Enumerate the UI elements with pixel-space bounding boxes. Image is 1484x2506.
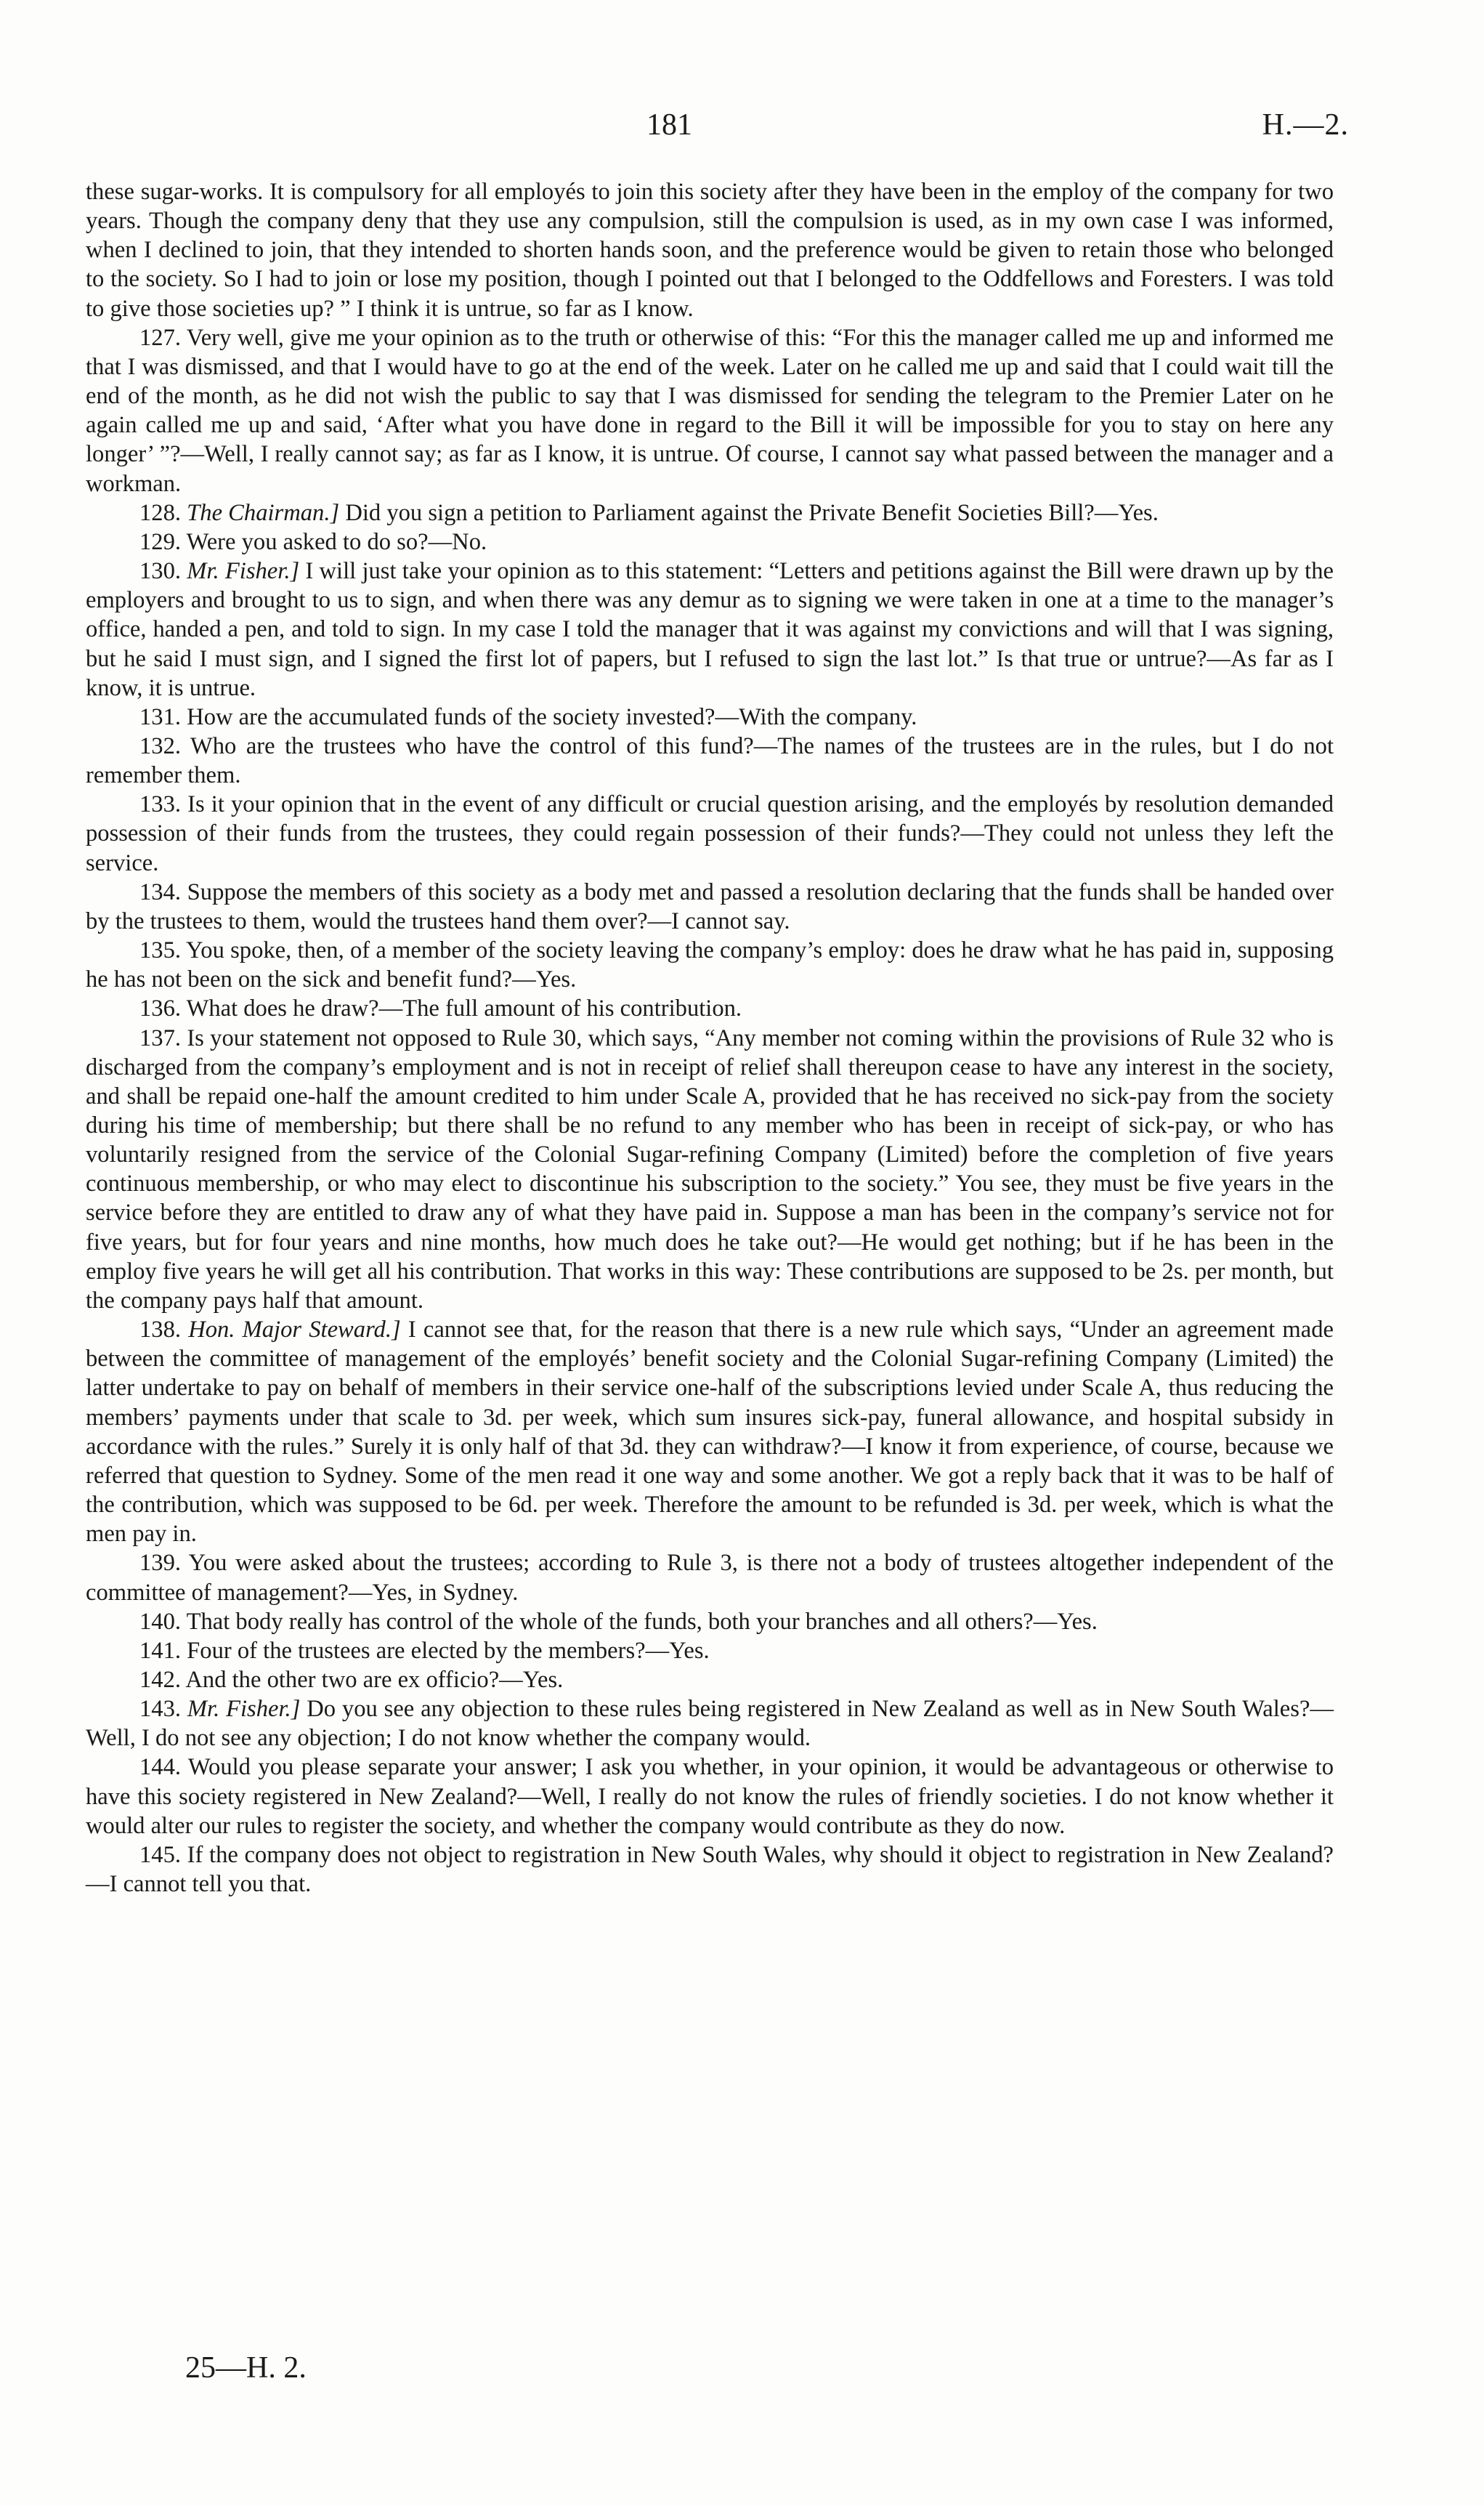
paragraph-continuation [86, 177, 1334, 323]
question-129 [86, 528, 1334, 557]
question-139 [86, 1548, 1334, 1606]
question-number: 143. [139, 1696, 182, 1723]
question-134 [86, 878, 1334, 936]
question-130 [86, 557, 1334, 703]
question-number: 145. [139, 1841, 182, 1868]
paragraph-text: And the other two are ex officio?—Yes. [185, 1666, 564, 1693]
question-136 [86, 994, 1334, 1023]
question-number: 129. [139, 528, 182, 555]
speaker-name: Hon. Major Steward.] [188, 1317, 401, 1343]
paragraph-text: Suppose the members of this society as a body met and passed a resolution declaring that the funds shall be handed over by the trustees to them, would the trustees hand them over?—I cannot say. [86, 878, 1334, 934]
question-140 [86, 1607, 1334, 1636]
paragraph-text: Very well, give me your opinion as to the truth or otherwise of this: “For this the manager called me up and informed me that I was dismissed, and that I would have to go at the end of the week. Later on he called me up and said that I could wait till the end of the month, as he did not wish the public to say that I was dismissed for sending the telegram to the Premier Later on he again called me up and said, ‘After what you have done in regard to the Bill it will be impossible for you to stay on here any longer’ ”?—Well, I really cannot say; as far as I know, it is untrue. Of course, I cannot say what passed between the manager and a workman. [86, 324, 1334, 497]
question-number: 139. [139, 1550, 182, 1577]
paragraph-text: What does he draw?—The full amount of his contribution. [186, 995, 742, 1022]
question-number: 133. [139, 791, 182, 818]
paragraph-text: Did you sign a petition to Parliament against the Private Benefit Societies Bill?—Yes. [345, 499, 1159, 526]
paragraph-text: Would you please separate your answer; I ask you whether, in your opinion, it would be advantageous or otherwise to have this society registered in New Zealand?—Well, I really do not know the rules of friendly societies. I do not know whether it would alter our rules to register the society, and whether the company would contribute as they do now. [86, 1754, 1334, 1839]
signature-reference: 25—H. 2. [185, 2351, 307, 2385]
question-132 [86, 732, 1334, 790]
question-number: 134. [139, 878, 182, 905]
paragraph-text: Who are the trustees who have the control of this fund?—The names of the trustees are in the rules, but I do not remember them. [86, 732, 1334, 789]
paragraph-text: How are the accumulated funds of the society invested?—With the company. [187, 703, 917, 730]
paragraph-text: Is your statement not opposed to Rule 30, which says, “Any member not coming within the provisions of Rule 32 who is discharged from the company’s employment and is not in receipt of relief shall thereupon cease to have any interest in the society, and shall be repaid one-half the amount credited to him under Scale A, provided that he has received no sick-pay from the society during his time of membership; but there shall be no refund to any member who has been in receipt of sick-pay, or who has voluntarily resigned from the service of the Colonial Sugar-refining Company (Limited) before the completion of five years continuous membership, or who may elect to discontinue his subscription to the society.” You see, they must be five years in the service before they are entitled to draw any of what they have paid in. Suppose a man has been in the company’s service not for five years, but for four years and nine months, how much does he take out?—He would get nothing; but if he has been in the employ five years he will get all his contribution. That works in this way: These contributions are supposed to be 2s. per month, but the company pays half that amount. [86, 1024, 1334, 1314]
paragraph-text: If the company does not object to registration in New South Wales, why should it object to registration in New Zealand?—I cannot tell you that. [86, 1841, 1334, 1898]
question-number: 142. [139, 1666, 182, 1693]
question-141 [86, 1636, 1334, 1665]
question-138 [86, 1315, 1334, 1548]
page-number: 181 [646, 108, 692, 142]
question-number: 131. [139, 703, 182, 730]
question-145 [86, 1840, 1334, 1899]
question-144 [86, 1753, 1334, 1840]
paragraph-text: Do you see any objection to these rules being registered in New Zealand as well as in New South Wales?—Well, I do not see any objection; I do not know whether the company would. [86, 1696, 1334, 1752]
page-header [0, 108, 1484, 151]
question-number: 137. [139, 1024, 182, 1051]
question-number: 144. [139, 1754, 182, 1781]
paragraph-text: You were asked about the trustees; according to Rule 3, is there not a body of trustees altogether independent of the committee of management?—Yes, in Sydney. [86, 1550, 1334, 1606]
question-143 [86, 1694, 1334, 1753]
question-number: 128. [139, 499, 182, 526]
question-137 [86, 1024, 1334, 1316]
question-number: 136. [139, 995, 182, 1022]
paragraph-text: Were you asked to do so?—No. [186, 528, 487, 555]
question-number: 135. [139, 937, 182, 964]
speaker-name: Mr. Fisher.] [187, 558, 300, 585]
question-135 [86, 936, 1334, 994]
question-number: 140. [139, 1608, 182, 1635]
paragraph-text: I will just take your opinion as to this statement: “Letters and petitions against the Bill were drawn up by the employers and brought to us to sign, and when there was any demur as to signing we were taken in one at a time to the manager’s office, handed a pen, and told to sign. In my case I told the manager that it was against my convictions and will that I was signing, but he said I must sign, and I signed the first lot of papers, but I refused to sign the last lot.” Is that true or untrue?—As far as I know, it is untrue. [86, 558, 1334, 701]
paragraph-text: I cannot see that, for the reason that there is a new rule which says, “Under an agreement made between the committee of management of the employés’ benefit society and the Colonial Sugar-refining Company (Limited) the latter undertake to pay on behalf of members in their service one-half of the subscriptions levied under Scale A, thus reducing the members’ payments under that scale to 3d. per week, which sum insures sick-pay, funeral allowance, and hospital subsidy in accordance with the rules.” Surely it is only half of that 3d. they can withdraw?—I know it from experience, of course, because we referred that question to Sydney. Some of the men read it one way and some another. We got a reply back that it was to be half of the contribution, which was supposed to be 6d. per week. Therefore the amount to be refunded is 3d. per week, which is what the men pay in. [86, 1317, 1334, 1548]
speaker-name: The Chairman.] [187, 499, 340, 526]
body-text [86, 177, 1334, 1899]
paragraph-text: That body really has control of the whole of the funds, both your branches and all others?—Yes. [186, 1608, 1098, 1635]
question-131 [86, 703, 1334, 732]
paragraph-text: these sugar-works. It is compulsory for all employés to join this society after they have been in the employ of the company for two years. Though the company deny that they use any compulsion, still the compulsion is used, as in my own case I was informed, when I declined to join, that they intended to shorten hands soon, and the preference would be given to retain those who belonged to the society. So I had to join or lose my position, though I pointed out that I belonged to the Oddfellows and Foresters. I was told to give those societies up? ” I think it is untrue, so far as I know. [86, 179, 1334, 322]
speaker-name: Mr. Fisher.] [187, 1696, 301, 1723]
document-reference: H.—2. [1262, 108, 1349, 142]
paragraph-text: Four of the trustees are elected by the members?—Yes. [187, 1637, 710, 1664]
paragraph-text: Is it your opinion that in the event of any difficult or crucial question arising, and the employés by resolution demanded possession of their funds from the trustees, they could regain possession of their funds?—They could not unless they left the service. [86, 791, 1334, 876]
question-133 [86, 790, 1334, 877]
paragraph-text: You spoke, then, of a member of the society leaving the company’s employ: does he draw what he has paid in, supposing he has not been on the sick and benefit fund?—Yes. [86, 937, 1334, 993]
question-142 [86, 1665, 1334, 1694]
question-number: 132. [139, 732, 182, 759]
question-number: 141. [139, 1637, 182, 1664]
question-number: 138. [139, 1317, 182, 1343]
question-number: 127. [139, 324, 182, 351]
question-number: 130. [139, 558, 182, 585]
question-128 [86, 498, 1334, 528]
question-127 [86, 323, 1334, 498]
